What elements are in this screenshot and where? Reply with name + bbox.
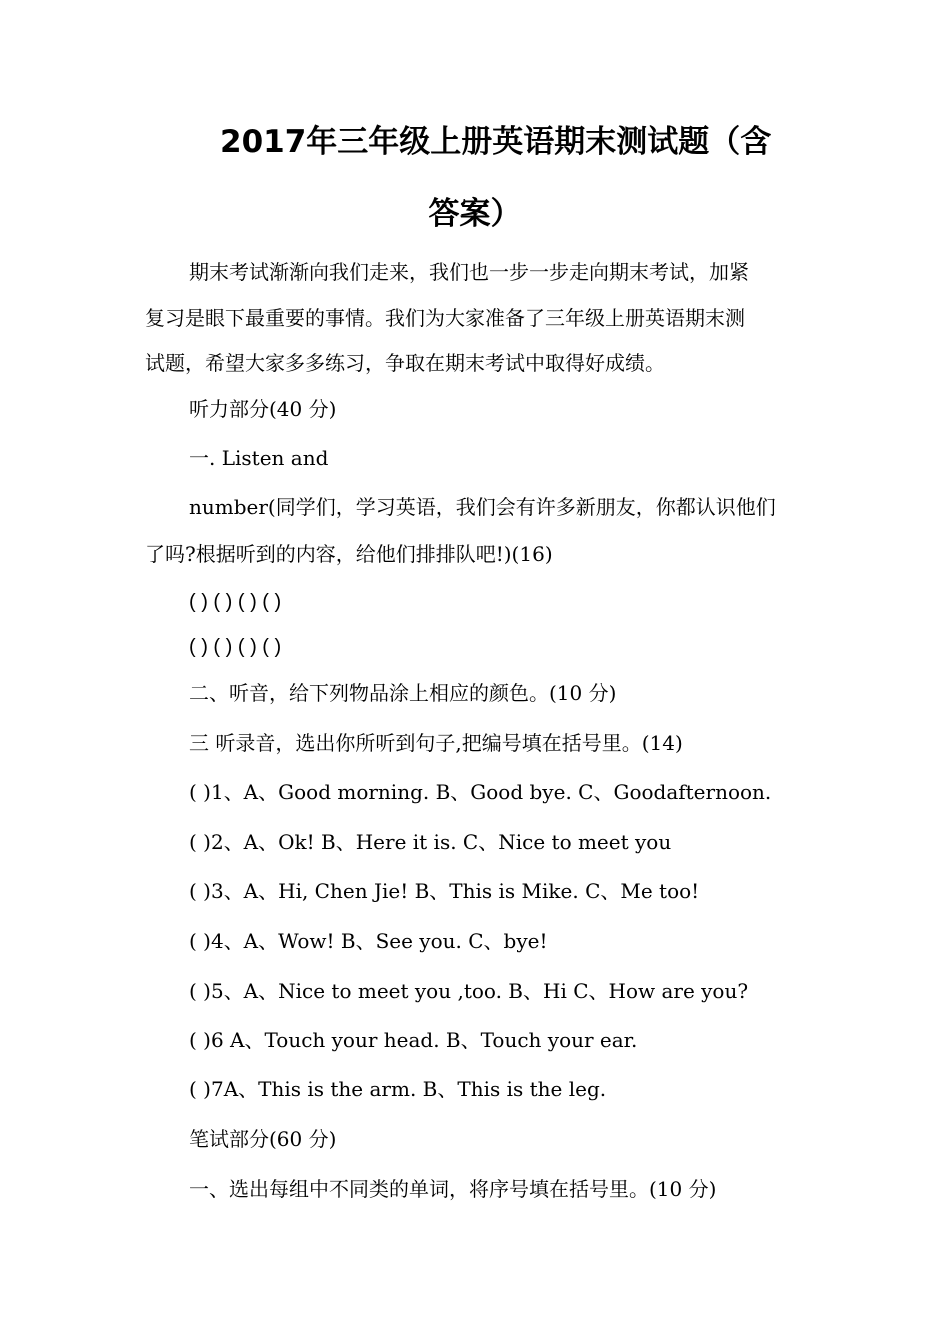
section-2-title: 二、听音，给下列物品涂上相应的颜色。(10 分): [189, 681, 617, 705]
question-7: ( )7A、This is the arm. B、This is the leg.: [189, 1077, 607, 1101]
written-section-1-title: 一、选出每组中不同类的单词，将序号填在括号里。(10 分): [189, 1177, 717, 1201]
answer-brackets-row-2: ( ) ( ) ( ) ( ): [189, 636, 282, 658]
answer-brackets-row-1: ( ) ( ) ( ) ( ): [189, 591, 282, 613]
listening-section-header: 听力部分(40 分): [189, 397, 337, 421]
question-5: ( )5、A、Nice to meet you ,too. B、Hi C、How are you?: [189, 979, 749, 1003]
section-1-instruction-line-1: number(同学们，学习英语，我们会有许多新朋友，你都认识他们: [189, 495, 776, 519]
written-section-header: 笔试部分(60 分): [189, 1127, 337, 1151]
question-6: ( )6 A、Touch your head. B、Touch your ear.: [189, 1028, 638, 1052]
document-title-line-1: 2017年三年级上册英语期末测试题（含: [220, 124, 772, 160]
question-4: ( )4、A、Wow! B、See you. C、bye!: [189, 929, 548, 953]
section-1-title: 一. Listen and: [189, 446, 329, 470]
document-title-line-2: 答案）: [428, 196, 522, 232]
question-1: ( )1、A、Good morning. B、Good bye. C、Goodafternoon.: [189, 780, 772, 804]
section-1-instruction-line-2: 了吗?根据听到的内容，给他们排排队吧!)(16): [145, 542, 553, 566]
intro-paragraph-line-1: 期末考试渐渐向我们走来，我们也一步一步走向期末考试，加紧: [189, 260, 749, 284]
section-3-title: 三 听录音，选出你所听到句子,把编号填在括号里。(14): [189, 731, 683, 755]
question-2: ( )2、A、Ok! B、Here it is. C、Nice to meet you: [189, 830, 672, 854]
question-3: ( )3、A、Hi, Chen Jie! B、This is Mike. C、Me too!: [189, 879, 700, 903]
intro-paragraph-line-3: 试题，希望大家多多练习，争取在期末考试中取得好成绩。: [145, 351, 665, 375]
intro-paragraph-line-2: 复习是眼下最重要的事情。我们为大家准备了三年级上册英语期末测: [145, 306, 745, 330]
